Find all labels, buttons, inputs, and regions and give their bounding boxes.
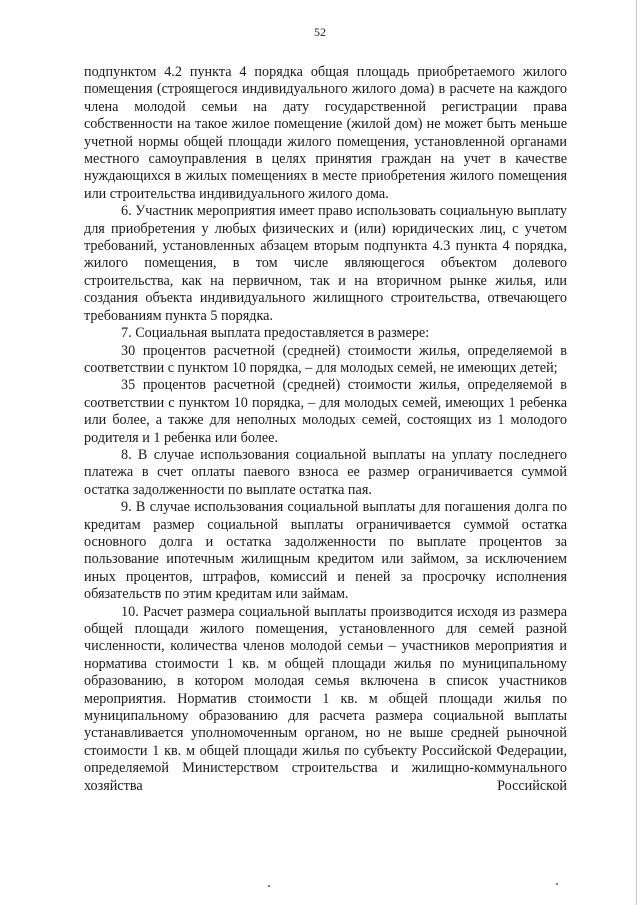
- paragraph-continuation: подпунктом 4.2 пункта 4 порядка общая площадь приобретаемого жилого помещения (строящегося индивидуального жилого дома) в расчете на каждого члена молодой семьи на дату государственной регистрации права собственности на такое жилое помещение (жилой дом) не может быть меньше учетной нормы общей площади жилого помещения, установленной органами местного самоуправления в целях принятия граждан на учет в качестве нуждающихся в жилых помещениях в месте приобретения жилого помещения или строительства индивидуального жилого дома.: [84, 64, 567, 202]
- scan-speck: [556, 883, 558, 885]
- scan-edge-line: [636, 0, 637, 905]
- paragraph-7-30-percent: 30 процентов расчетной (средней) стоимости жилья, определяемой в соответствии с пунктом 10 порядка, – для молодых семей, не имеющих детей;: [84, 342, 567, 376]
- paragraph-7-35-percent: 35 процентов расчетной (средней) стоимости жилья, определяемой в соответствии с пунктом 10 порядка, – для молодых семей, имеющих 1 ребенка или более, а также для неполных молодых семей, состоящих из 1 молодого родителя и 1 ребенка или более.: [84, 377, 567, 446]
- paragraph-9: 9. В случае использования социальной выплаты для погашения долга по кредитам размер социальной выплаты ограничивается суммой остатка основного долга и остатка задолженности по выплате процентов за пользование ипотечным жилищным кредитом или займом, за исключением иных процентов, штрафов, комиссий и пеней за просрочку исполнения обязательств по этим кредитам или займам.: [84, 499, 567, 603]
- paragraph-10: 10. Расчет размера социальной выплаты производится исходя из размера общей площади жилого помещения, установленного для семей разной численности, количества членов молодой семьи – участников мероприятия и норматива стоимости 1 кв. м общей площади жилья по муниципальному образованию, в котором молодая семья включена в список участников мероприятия. Норматив стоимости 1 кв. м общей площади жилья по муниципальному образованию для расчета размера социальной выплаты устанавливается уполномоченным органом, но не выше средней рыночной стоимости 1 кв. м общей площади жилья по субъекту Российской Федерации, определяемой Министерством строительства и жилищно-коммунального хозяйства Российской: [84, 603, 567, 794]
- paragraph-6: 6. Участник мероприятия имеет право использовать социальную выплату для приобретения у любых физических и (или) юридических лиц, с учетом требований, установленных абзацем вторым подпункта 4.3 пункта 4 порядка, жилого помещения, в том числе являющегося объектом долевого строительства, как на первичном, так и на вторичном рынке жилья, или создания объекта индивидуального жилищного строительства, отвечающего требованиям пункта 5 порядка.: [84, 203, 567, 324]
- scan-speck: [268, 885, 270, 887]
- paragraph-7: 7. Социальная выплата предоставляется в размере:: [121, 325, 430, 342]
- document-body: [84, 64, 567, 795]
- page-number: 52: [314, 25, 326, 39]
- paragraph-8: 8. В случае использования социальной выплаты на уплату последнего платежа в счет оплаты паевого взноса ее размер ограничивается суммой остатка задолженности по выплате остатка пая.: [84, 446, 567, 498]
